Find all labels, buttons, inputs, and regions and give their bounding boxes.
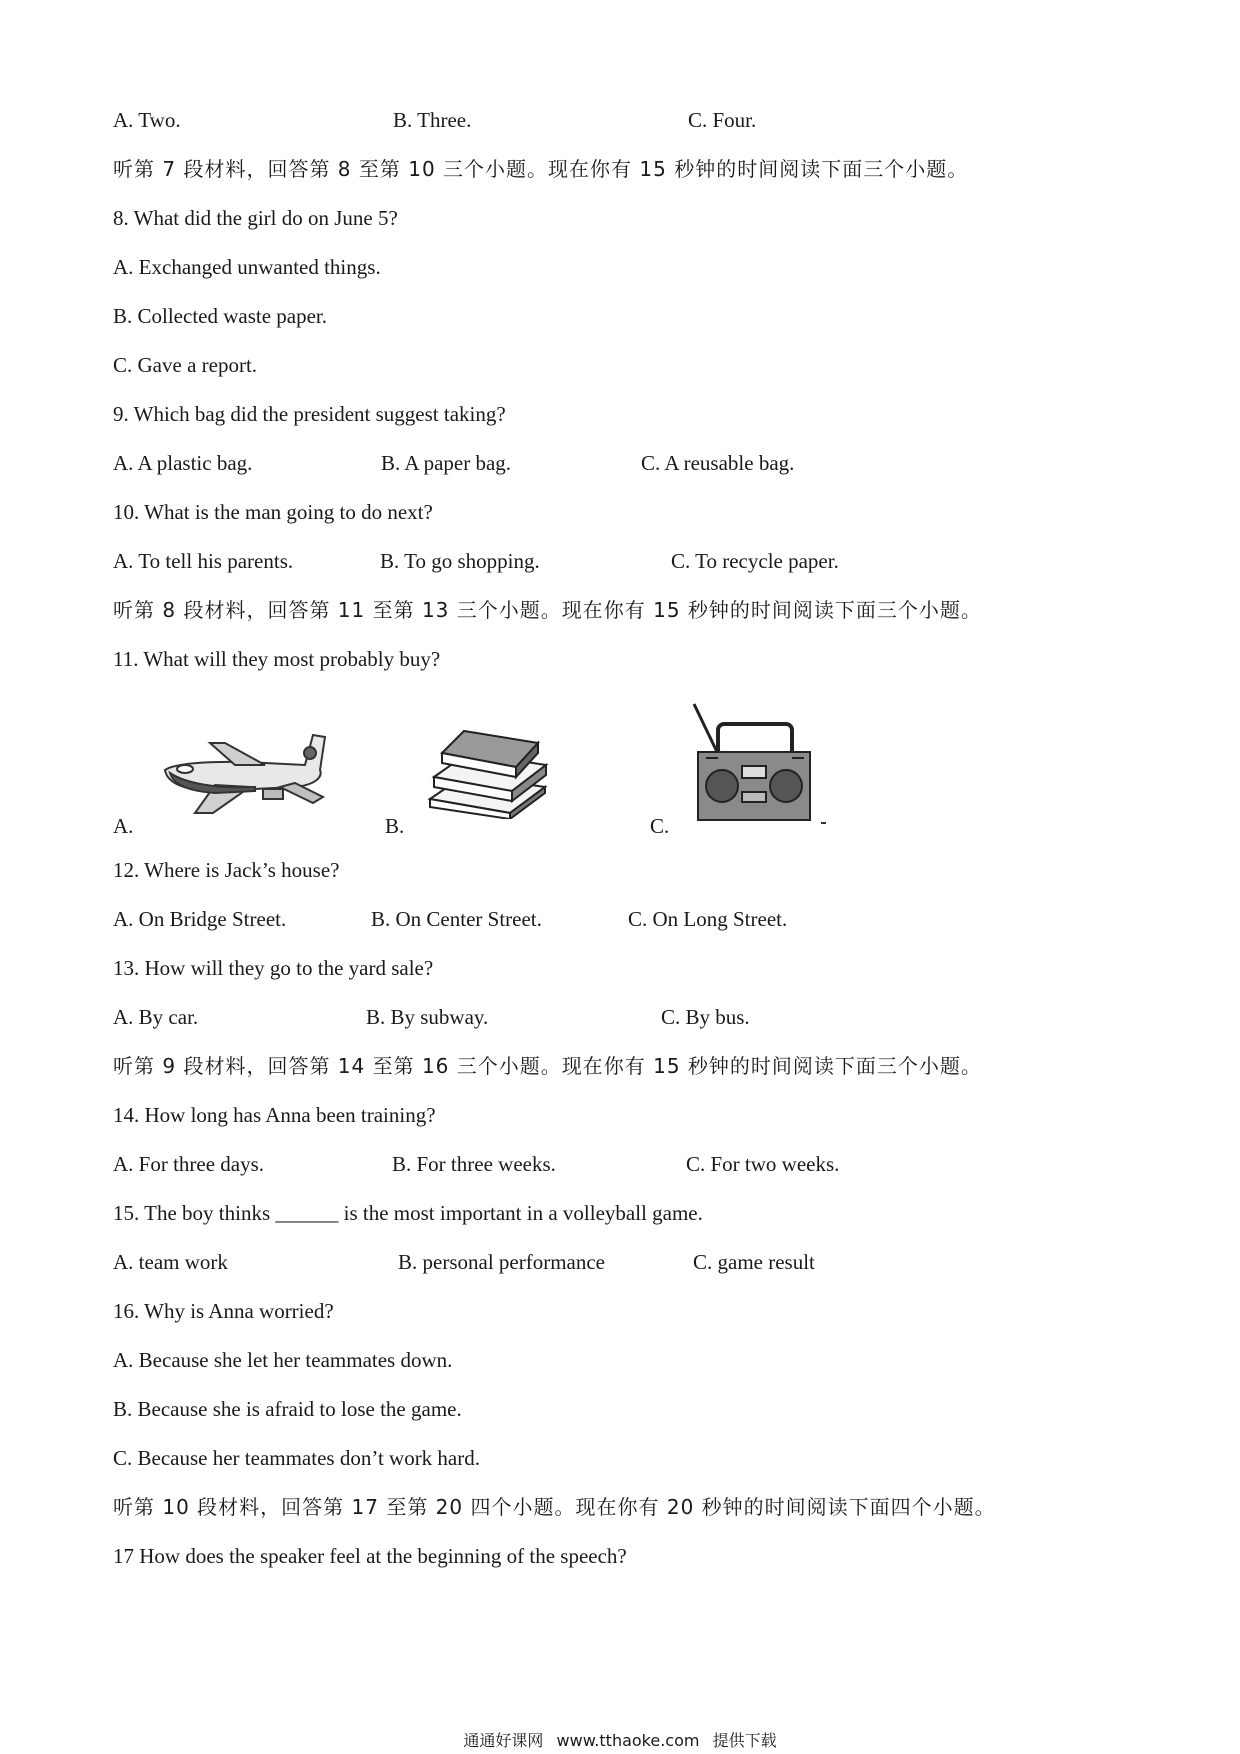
question-9: 9. Which bag did the president suggest taking? (113, 402, 506, 426)
question-11: 11. What will they most probably buy? (113, 647, 441, 671)
question-10: 10. What is the man going to do next? (113, 500, 433, 524)
section-7-instruction: 听第 7 段材料，回答第 8 至第 10 三个小题。现在你有 15 秒钟的时间阅读下面三个小题。 (113, 157, 969, 181)
q10-option-b: B. To go shopping. (380, 549, 540, 573)
q9-option-c: C. A reusable bag. (641, 451, 795, 475)
radio-cassette-icon (688, 700, 828, 830)
question-12: 12. Where is Jack’s house? (113, 858, 340, 882)
q16-option-c: C. Because her teammates don’t work hard. (113, 1446, 480, 1470)
q15-option-a: A. team work (113, 1250, 228, 1274)
q9-option-b: B. A paper bag. (381, 451, 512, 475)
q16-option-a: A. Because she let her teammates down. (113, 1348, 453, 1372)
q16-option-b: B. Because she is afraid to lose the game. (113, 1397, 462, 1421)
q7-option-a: A. Two. (113, 108, 181, 132)
question-13: 13. How will they go to the yard sale? (113, 956, 434, 980)
q12-option-c: C. On Long Street. (628, 907, 788, 931)
section-8-instruction: 听第 8 段材料，回答第 11 至第 13 三个小题。现在你有 15 秒钟的时间阅读下面三个小题。 (113, 598, 982, 622)
section-10-instruction: 听第 10 段材料，回答第 17 至第 20 四个小题。现在你有 20 秒钟的时间阅读下面四个小题。 (113, 1495, 996, 1519)
q12-option-b: B. On Center Street. (371, 907, 542, 931)
q14-option-c: C. For two weeks. (686, 1152, 840, 1176)
q13-option-b: B. By subway. (366, 1005, 489, 1029)
question-16: 16. Why is Anna worried? (113, 1299, 334, 1323)
q15-option-b: B. personal performance (398, 1250, 605, 1274)
question-15: 15. The boy thinks ______ is the most important in a volleyball game. (113, 1201, 703, 1225)
q9-option-a: A. A plastic bag. (113, 451, 253, 475)
q10-option-a: A. To tell his parents. (113, 549, 294, 573)
q13-option-a: A. By car. (113, 1005, 199, 1029)
books-stack-icon (420, 727, 555, 819)
footer-site-name: 通通好课网 (463, 1731, 544, 1750)
q8-option-b: B. Collected waste paper. (113, 304, 328, 328)
q13-option-c: C. By bus. (661, 1005, 750, 1029)
question-14: 14. How long has Anna been training? (113, 1103, 436, 1127)
q11-option-b: B. (385, 814, 405, 838)
q7-option-c: C. Four. (688, 108, 757, 132)
q15-option-c: C. game result (693, 1250, 815, 1274)
airplane-icon (155, 725, 335, 817)
q14-option-a: A. For three days. (113, 1152, 265, 1176)
page-footer (0, 1728, 1240, 1751)
q8-option-a: A. Exchanged unwanted things. (113, 255, 381, 279)
q11-option-c: C. (650, 814, 670, 838)
question-17: 17 How does the speaker feel at the beginning of the speech? (113, 1544, 627, 1568)
footer-note: 提供下载 (712, 1731, 777, 1750)
section-9-instruction: 听第 9 段材料，回答第 14 至第 16 三个小题。现在你有 15 秒钟的时间阅读下面三个小题。 (113, 1054, 982, 1078)
footer-url[interactable]: www.tthaoke.com (556, 1731, 700, 1750)
q14-option-b: B. For three weeks. (392, 1152, 556, 1176)
q10-option-c: C. To recycle paper. (671, 549, 839, 573)
q12-option-a: A. On Bridge Street. (113, 907, 287, 931)
question-8: 8. What did the girl do on June 5? (113, 206, 398, 230)
q11-option-a: A. (113, 814, 134, 838)
q8-option-c: C. Gave a report. (113, 353, 258, 377)
q7-option-b: B. Three. (393, 108, 472, 132)
